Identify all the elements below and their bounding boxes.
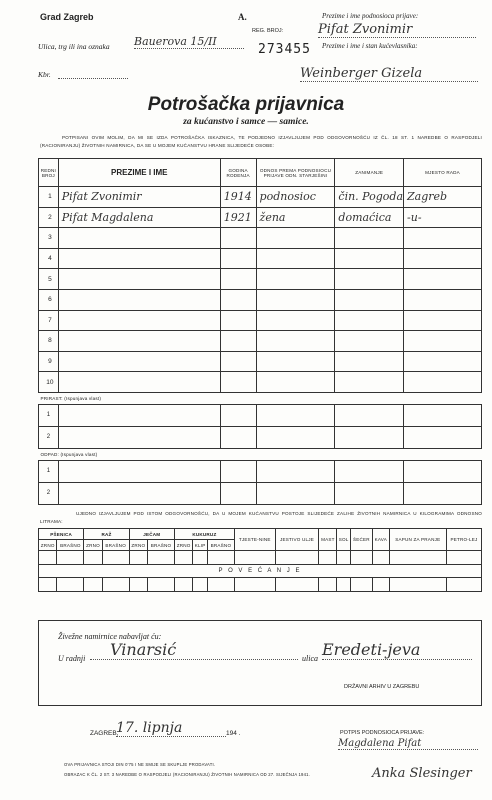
kbr-line (58, 78, 128, 79)
stock-cell (208, 551, 235, 565)
increase-label: P O V E Ć A N J E (39, 565, 482, 578)
row-no: 9 (39, 351, 59, 372)
odpad-label: ODPAD: (Ispunjava vlast) (39, 448, 482, 460)
street2-label: ulica (302, 654, 318, 663)
row-year (220, 372, 256, 393)
stock-group-header: JEČAM (129, 529, 174, 540)
row-no: 2 (39, 207, 59, 228)
prirast-row (39, 404, 482, 426)
row-year: 1914 (220, 187, 256, 208)
empty-cell (335, 482, 404, 504)
stock-sub-header: BRAŠNO (57, 540, 84, 551)
empty-cell (256, 460, 335, 482)
form-subtitle: za kućanstvo i samce — samice. (183, 117, 309, 127)
stock-sub-header: ZRNO (84, 540, 102, 551)
row-occupation (335, 248, 404, 269)
empty-cell (220, 426, 256, 448)
row-relation: podnosioc (256, 187, 335, 208)
stock-cell (446, 578, 481, 592)
row-place (404, 289, 482, 310)
row-no: 10 (39, 372, 59, 393)
stock-cell (275, 551, 319, 565)
empty-cell (58, 482, 220, 504)
landlord-value: Weinberger Gizela (300, 66, 478, 82)
stock-item-header: ŠEĆER (350, 529, 372, 551)
stock-group-header: RAŽ (84, 529, 129, 540)
stock-cell (208, 578, 235, 592)
stock-statement: UJEDNO IZJAVLJUJEM POD ISTOM ODGOVORNOŠĆU, DA U MOJEM KUĆANSTVU POSTOJE SLIJEDEĆE ZALIHE ŽIVOTNIH NAMIRNICA U KILOGRAMIMA ODNOSNO LITRAMA: (40, 511, 482, 524)
stock-cell (275, 578, 319, 592)
stock-item-header: KAVA (373, 529, 390, 551)
stock-cell (193, 551, 208, 565)
col-relation: ODNOS PREMA PODNOSIOCU PRIJAVE ODN. STARJEŠINI (256, 159, 335, 187)
empty-cell (256, 482, 335, 504)
stock-cell (39, 551, 57, 565)
row-year (220, 351, 256, 372)
empty-cell (335, 426, 404, 448)
row-relation (256, 269, 335, 290)
row-name (58, 248, 220, 269)
year-suffix: 194 . (226, 730, 241, 737)
empty-cell (58, 426, 220, 448)
stock-item-header: PETRO-LEJ (446, 529, 481, 551)
stock-cell (39, 578, 57, 592)
member-row (39, 269, 482, 290)
stock-cell (389, 551, 446, 565)
applicant-value: Pifat Zvonimir (318, 22, 476, 38)
empty-cell (335, 404, 404, 426)
form-title: Potrošačka prijavnica (147, 94, 345, 115)
stock-cell (57, 551, 84, 565)
row-occupation (335, 351, 404, 372)
stock-cell (174, 551, 192, 565)
row-place (404, 269, 482, 290)
odpad-row (39, 460, 482, 482)
stock-group-header: KUKURUZ (174, 529, 234, 540)
empty-cell (58, 404, 220, 426)
row-place (404, 248, 482, 269)
archive-stamp: DRŽAVNI ARHIV U ZAGREBU (344, 684, 420, 690)
row-relation (256, 351, 335, 372)
stock-item-header: MAST (319, 529, 337, 551)
prirast-row (39, 426, 482, 448)
row-year (220, 248, 256, 269)
row-no: 5 (39, 269, 59, 290)
stock-cell (148, 551, 175, 565)
stock-sub-header: ZRNO (129, 540, 147, 551)
row-relation (256, 372, 335, 393)
form-letter: A. (238, 12, 247, 22)
row-occupation (335, 331, 404, 352)
row-relation (256, 331, 335, 352)
intro-text: POTPISANI OVIM MOLIM, DA MI SE IZDA POTROŠAČKA ISKAZNICA, TE PODJEDNO IZJAVLJUJEM POD ODGOVORNOŠĆU IZ ČL. 18 ST. 1 NAREDBE O RASPODJELI (RACIONIRANJU) ŽIVOTNIH NAMIRNICA, DA SE U MOJEM KUĆANSTVU HRANE SLIJEDEĆE OSOBE: (40, 135, 482, 148)
regulation-note: OBRAZAC K ČL. 2 ST. 3 NAREDBE O RASPODJELI (RACIONIRANJU) ŽIVOTNIH NAMIRNICA OD 27. SIJEČNJA 1941. (64, 772, 311, 777)
stock-cell (446, 551, 481, 565)
sign-value: Magdalena Pifat (338, 738, 478, 750)
row-occupation (335, 372, 404, 393)
row-relation: žena (256, 207, 335, 228)
row-place: Zagreb (404, 187, 482, 208)
row-year (220, 269, 256, 290)
row-year (220, 228, 256, 249)
stock-cell (234, 578, 275, 592)
stock-item-header: SAPUN ZA PRANJE (389, 529, 446, 551)
row-relation (256, 310, 335, 331)
stock-cell (129, 551, 147, 565)
stock-sub-header: ZRNO (39, 540, 57, 551)
col-no: REDNI BROJ (39, 159, 59, 187)
stock-cell (84, 551, 102, 565)
empty-cell (404, 460, 482, 482)
stock-cell (174, 578, 192, 592)
row-place (404, 228, 482, 249)
street-value: Bauerova 15/II (134, 35, 244, 49)
row-no: 3 (39, 228, 59, 249)
stock-sub-header: BRAŠNO (148, 540, 175, 551)
row-no: 1 (39, 187, 59, 208)
row-occupation (335, 289, 404, 310)
row-no: 8 (39, 331, 59, 352)
empty-cell (256, 426, 335, 448)
stock-item-header: TJESTE-NINE (234, 529, 275, 551)
row-occupation (335, 228, 404, 249)
empty-cell (220, 482, 256, 504)
row-place (404, 351, 482, 372)
row-occupation: domaćica (335, 207, 404, 228)
empty-cell (220, 404, 256, 426)
stock-cell (148, 578, 175, 592)
row-name (58, 310, 220, 331)
members-table (38, 158, 482, 505)
stock-sub-header: ZRNO (174, 540, 192, 551)
row-name (58, 228, 220, 249)
stock-cell (129, 578, 147, 592)
row-name (58, 331, 220, 352)
empty-cell (256, 404, 335, 426)
price-note: OVA PRIJAVNICA STOJI DIN 0'75 I NE SMIJE SE SKUPLJE PRODAVATI. (64, 762, 216, 767)
row-year (220, 331, 256, 352)
stock-cell (337, 551, 350, 565)
city-label: Grad Zagreb (40, 12, 94, 22)
stock-cell (234, 551, 275, 565)
stock-cell (337, 578, 350, 592)
member-row (39, 351, 482, 372)
col-place: MJESTO RADA (404, 159, 482, 187)
kbr-label: Kbr. (38, 70, 51, 79)
row-name (58, 269, 220, 290)
row-occupation (335, 310, 404, 331)
member-row (39, 289, 482, 310)
stock-cell (102, 551, 129, 565)
empty-cell (404, 426, 482, 448)
row-year (220, 289, 256, 310)
empty-cell (335, 460, 404, 482)
member-row (39, 372, 482, 393)
col-occupation: ZANIMANJE (335, 159, 404, 187)
stock-sub-header: BRAŠNO (102, 540, 129, 551)
stock-cell (102, 578, 129, 592)
member-row (39, 248, 482, 269)
row-no: 2 (39, 426, 59, 448)
col-name: PREZIME I IME (58, 159, 220, 187)
row-no: 1 (39, 460, 59, 482)
street2-value: Eredeti-jeva (322, 640, 472, 660)
row-year: 1921 (220, 207, 256, 228)
row-no: 2 (39, 482, 59, 504)
stock-cell (319, 578, 337, 592)
empty-cell (404, 482, 482, 504)
row-relation (256, 248, 335, 269)
row-place (404, 331, 482, 352)
stock-cell (350, 578, 372, 592)
stock-cell (373, 551, 390, 565)
member-row (39, 331, 482, 352)
row-occupation: čin. Pogoda (335, 187, 404, 208)
row-occupation (335, 269, 404, 290)
empty-cell (404, 404, 482, 426)
extra-signature: Anka Slesinger (372, 766, 472, 781)
row-name (58, 289, 220, 310)
row-no: 6 (39, 289, 59, 310)
row-no: 4 (39, 248, 59, 269)
row-year (220, 310, 256, 331)
stock-sub-header: KLIP (193, 540, 208, 551)
row-name: Pifat Zvonimir (58, 187, 220, 208)
row-no: 1 (39, 404, 59, 426)
sign-label: POTPIS PODNOSIOCA PRIJAVE: (340, 730, 425, 736)
stock-cell (319, 551, 337, 565)
shop-value: Vinarsić (90, 640, 298, 660)
stock-sub-header: BRAŠNO (208, 540, 235, 551)
empty-cell (220, 460, 256, 482)
shop-label: U radnji (58, 654, 86, 663)
row-name (58, 351, 220, 372)
row-place (404, 310, 482, 331)
odpad-row (39, 482, 482, 504)
row-name: Pifat Magdalena (58, 207, 220, 228)
stock-item-header: SOL (337, 529, 350, 551)
stock-table (38, 528, 482, 592)
landlord-label: Prezime i ime i stan kućevlasnika: (322, 42, 418, 50)
member-row (39, 207, 482, 228)
empty-cell (58, 460, 220, 482)
reg-number: 273455 (258, 42, 311, 57)
stock-cell (373, 578, 390, 592)
stock-cell (389, 578, 446, 592)
member-row (39, 187, 482, 208)
row-no: 7 (39, 310, 59, 331)
member-row (39, 310, 482, 331)
stock-cell (57, 578, 84, 592)
col-year: GODINA RODENJA (220, 159, 256, 187)
row-place (404, 372, 482, 393)
row-name (58, 372, 220, 393)
row-place: -u- (404, 207, 482, 228)
food-label: Živežne namirnice nabavljat ću: (58, 632, 162, 641)
row-relation (256, 289, 335, 310)
stock-cell (84, 578, 102, 592)
stock-cell (193, 578, 208, 592)
street-label: Ulica, trg ili ina oznaka (38, 42, 110, 51)
place-label: ZAGREB, (90, 730, 119, 737)
date-value: 17. lipnja (116, 720, 226, 737)
applicant-label: Prezime i ime podnosioca prijave: (322, 12, 419, 20)
stock-group-header: PŠENICA (39, 529, 84, 540)
stock-item-header: JESTIVO ULJE (275, 529, 319, 551)
row-relation (256, 228, 335, 249)
reg-label: REG. BROJ: (252, 28, 284, 34)
stock-cell (350, 551, 372, 565)
member-row (39, 228, 482, 249)
prirast-label: PRIRAST: (Ispunjava vlast) (39, 392, 482, 404)
